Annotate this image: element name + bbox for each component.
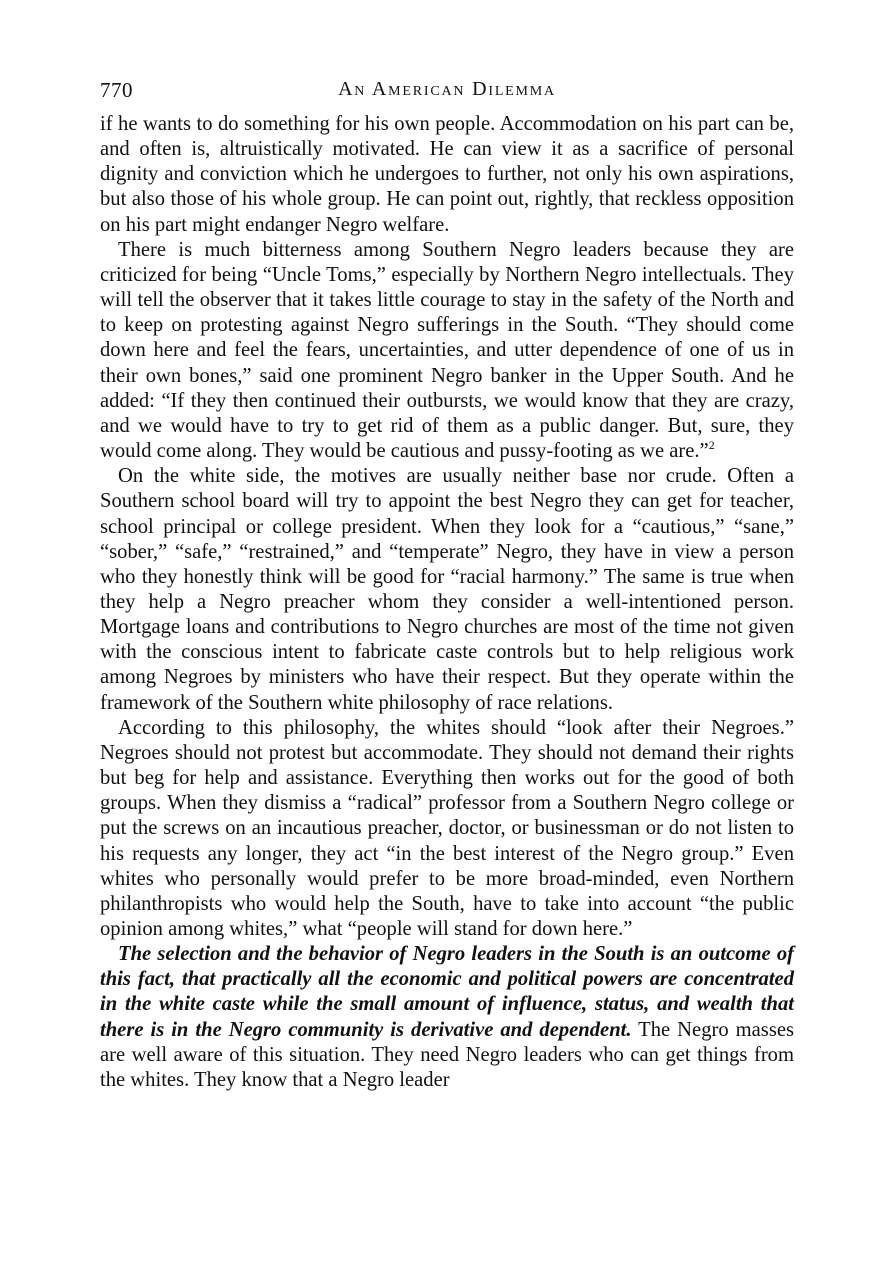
book-title: An American Dilemma (338, 78, 556, 100)
running-head (100, 78, 794, 108)
footnote-marker: 2 (708, 438, 715, 453)
paragraph-5-text: The Negro masses are well aware of this situation. They need Negro leaders who can get things from the whites. They know that a Negro leader (100, 1018, 794, 1091)
paragraph-5 (100, 942, 794, 1093)
book-page (100, 78, 794, 1093)
paragraph-1: if he wants to do something for his own people. Accommodation on his part can be, and often is, altruistically motivated. He can view it as a sacrifice of personal dignity and conviction which he undergoes to further, not only his own aspirations, but also those of his whole group. He can point out, rightly, that reckless opposition on his part might endanger Negro welfare. (100, 113, 794, 236)
emphasized-passage: The selection and the behavior of Negro leaders in the South is an outcome of this fact, that practically all the economic and political powers are concentrated in the white caste while the small amount of influence, status, and wealth that there is in the Negro community is derivative and dependent. (100, 943, 794, 1041)
paragraph-2 (100, 238, 794, 464)
paragraph-4: According to this philosophy, the whites should “look after their Negroes.” Negroes should not protest but accommodate. They should not demand their rights but beg for help and assistance. Everything then works out for the good of both groups. When they dismiss a “radical” professor from a Southern Negro college or put the screws on an incautious preacher, doctor, or businessman or do not listen to his requests any longer, they act “in the best interest of the Negro group.” Even whites who personally would prefer to be more broad-minded, even Northern philanthropists who would help the South, have to take into account “the public opinion among whites,” what “people will stand for down here.” (100, 716, 794, 940)
page-number: 770 (100, 78, 133, 102)
paragraph-3: On the white side, the motives are usually neither base nor crude. Often a Southern school board will try to appoint the best Negro they can get for teacher, school principal or college president. When they look for a “cautious,” “sane,” “sober,” “safe,” “restrained,” and “temperate” Negro, they have in view a person who they honestly think will be good for “racial harmony.” The same is true when they help a Negro preacher whom they consider a well-intentioned person. Mortgage loans and contributions to Negro churches are most of the time not given with the conscious intent to fabricate caste controls but to help religious work among Negroes by ministers who have their respect. But they operate within the framework of the Southern white philosophy of race relations. (100, 465, 794, 714)
paragraph-2-text: There is much bitterness among Southern Negro leaders because they are criticized for being “Uncle Toms,” especially by Northern Negro intellectuals. They will tell the observer that it takes little courage to stay in the safety of the North and to keep on protesting against Negro sufferings in the South. “They should come down here and feel the fears, uncertainties, and utter dependence of one of us in their own bones,” said one prominent Negro banker in the Upper South. And he added: “If they then continued their outbursts, we would know that they are crazy, and we would have to try to get rid of them as a public danger. But, sure, they would come along. They would be cautious and pussy-footing as we are.” (100, 238, 794, 463)
body-text (100, 112, 794, 1093)
